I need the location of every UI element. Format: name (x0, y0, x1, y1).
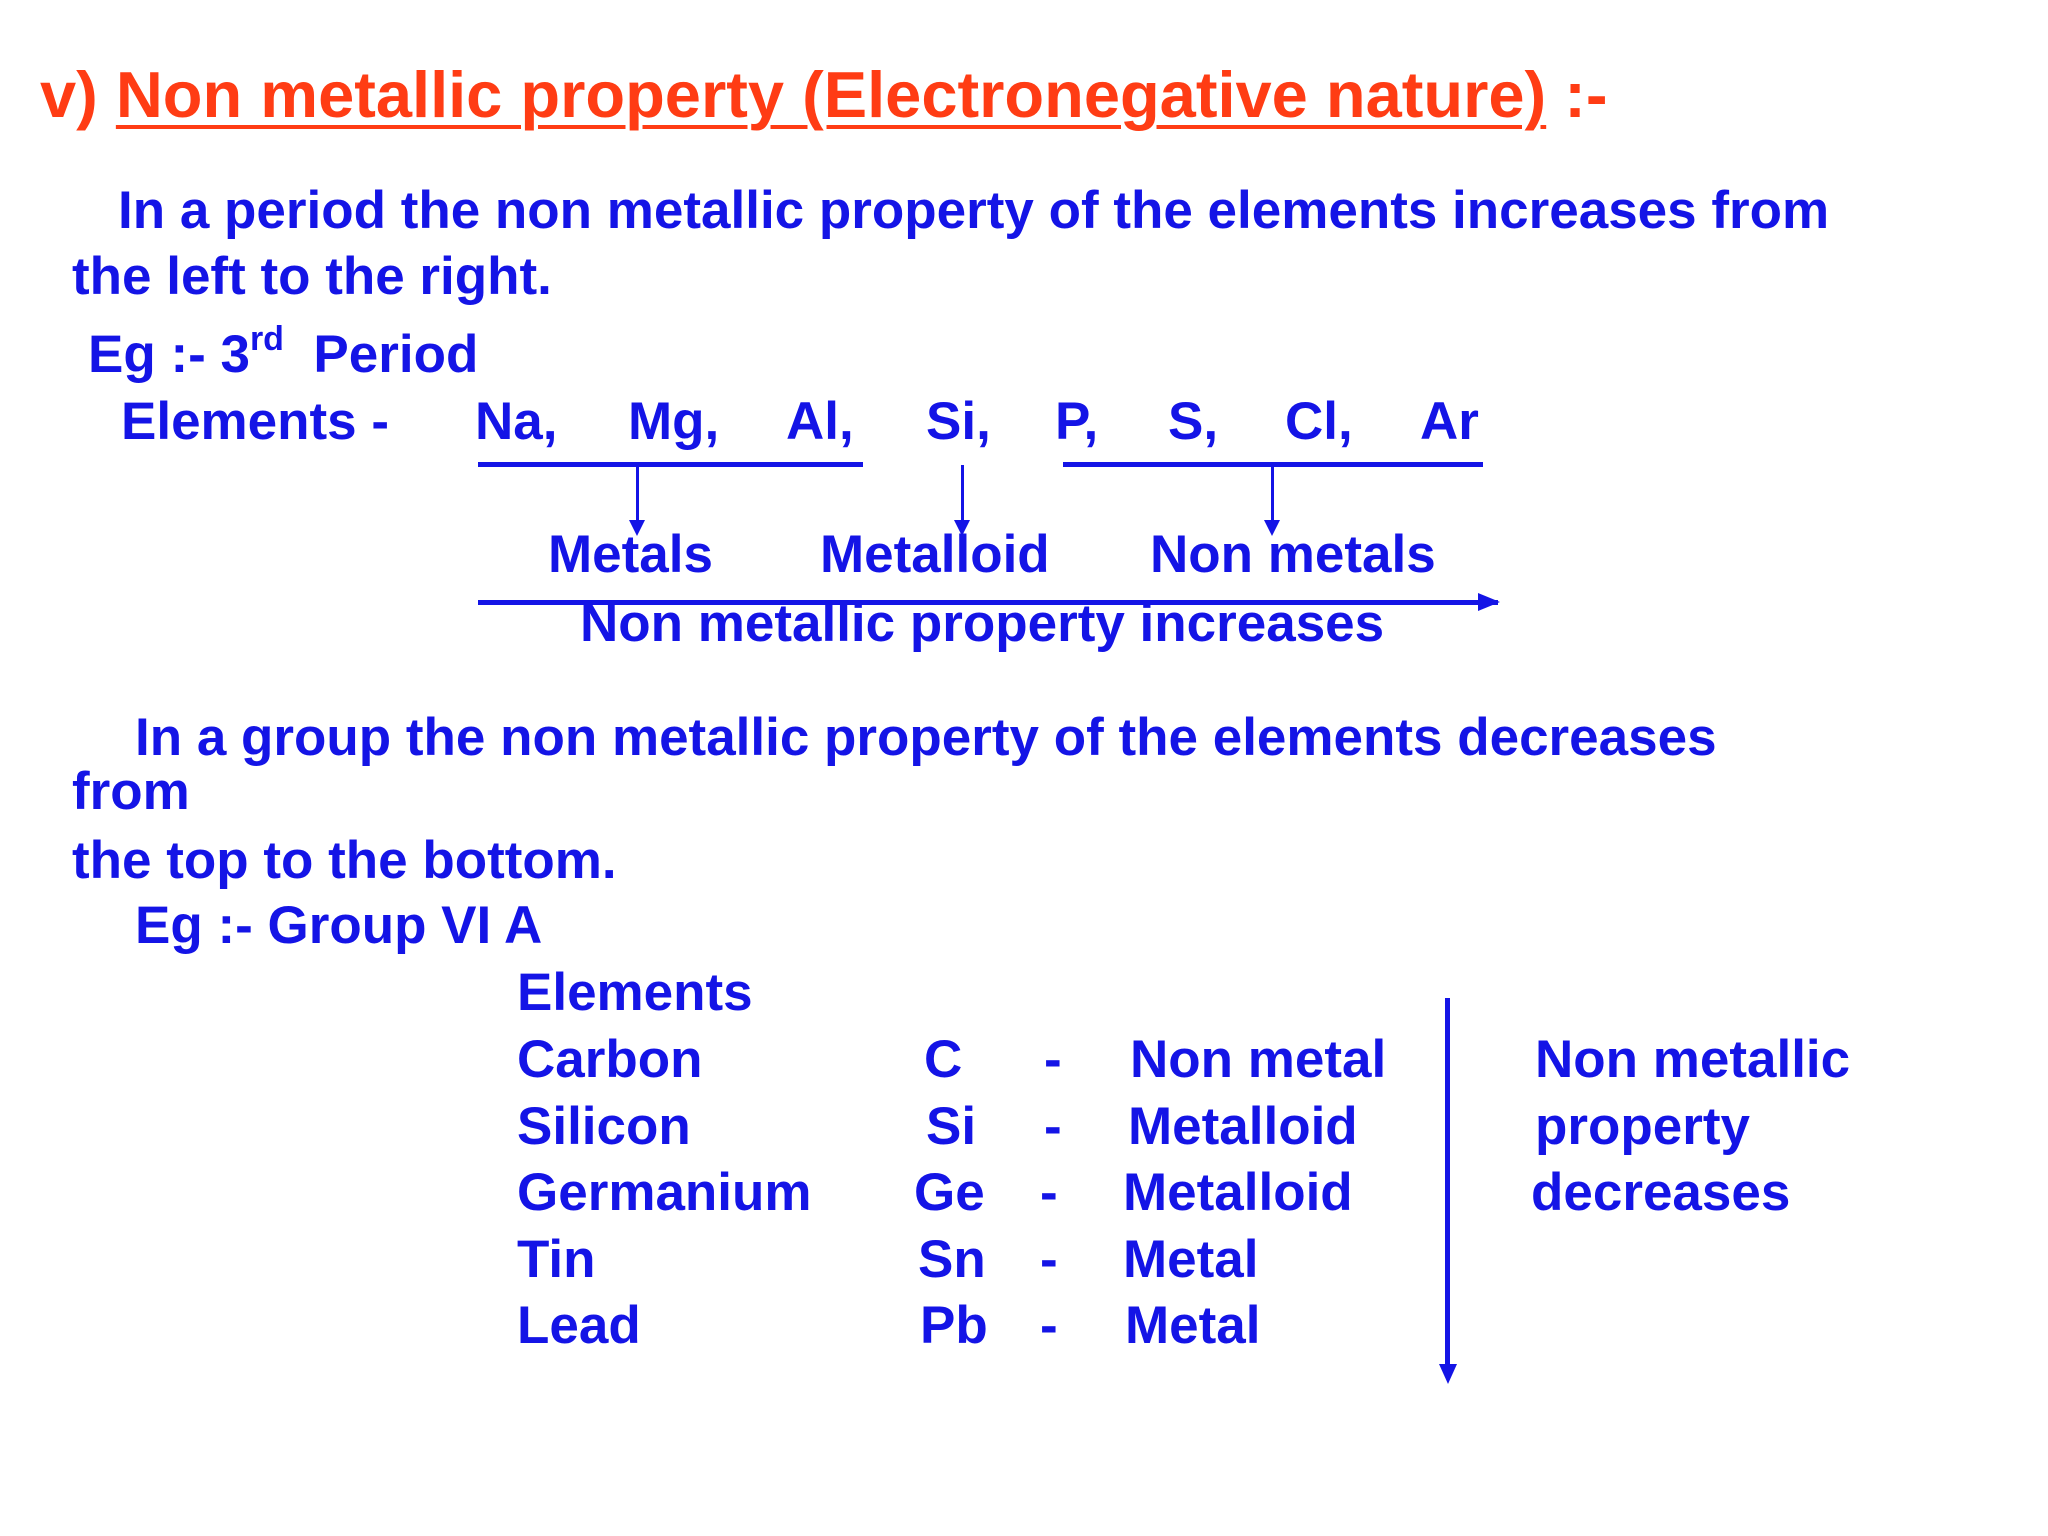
period-trend-label: Non metallic property increases (580, 594, 1385, 653)
period-example-prefix: Eg :- 3 (88, 325, 250, 384)
element-symbol: C (924, 1030, 963, 1089)
element-type: Metal (1123, 1230, 1259, 1289)
element-name: Silicon (517, 1097, 691, 1156)
period-intro-line2: the left to the right. (72, 247, 552, 306)
group-intro-line1: In a group the non metallic property of the elements decreases (135, 708, 1717, 767)
period-example-suffix: Period (313, 325, 479, 384)
group-trend-line2: property (1535, 1097, 1750, 1156)
slide-title (40, 58, 1608, 131)
category-metalloid: Metalloid (820, 525, 1050, 584)
decrease-arrow-shaft (1445, 998, 1450, 1368)
title-main: Non metallic property (Electronegative nature) (115, 58, 1547, 131)
period-element-cl: Cl, (1285, 392, 1353, 451)
category-metals: Metals (548, 525, 713, 584)
element-symbol: Pb (920, 1296, 988, 1355)
decrease-arrow-head (1439, 1364, 1457, 1384)
title-prefix: v) (40, 58, 98, 131)
period-element-na: Na, (475, 392, 558, 451)
element-name: Carbon (517, 1030, 703, 1089)
group-trend-line3: decreases (1531, 1163, 1791, 1222)
metals-bracket-line (478, 462, 863, 467)
element-symbol: Sn (918, 1230, 986, 1289)
element-name: Lead (517, 1296, 641, 1355)
period-intro-line1: In a period the non metallic property of the elements increases from (118, 181, 1830, 240)
element-name: Tin (517, 1230, 596, 1289)
group-example: Eg :- Group VI A (135, 896, 543, 955)
group-elements-header: Elements (517, 963, 753, 1022)
group-intro-line2: from (72, 762, 190, 821)
group-trend-line1: Non metallic (1535, 1030, 1851, 1089)
element-type: Metal (1125, 1296, 1261, 1355)
element-dash: - (1040, 1230, 1058, 1289)
period-element-ar: Ar (1420, 392, 1479, 451)
period-elements-label: Elements - (121, 392, 390, 451)
element-type: Metalloid (1123, 1163, 1353, 1222)
element-type: Metalloid (1128, 1097, 1358, 1156)
element-name: Germanium (517, 1163, 812, 1222)
element-dash: - (1044, 1097, 1062, 1156)
period-element-mg: Mg, (628, 392, 720, 451)
metalloid-arrow-shaft (961, 465, 964, 525)
period-example (88, 320, 479, 384)
period-element-s: S, (1168, 392, 1219, 451)
title-suffix: :- (1564, 58, 1608, 131)
nonmetals-arrow-shaft (1271, 465, 1274, 525)
element-symbol: Ge (914, 1163, 985, 1222)
category-nonmetals: Non metals (1150, 525, 1436, 584)
period-element-si: Si, (926, 392, 991, 451)
group-intro-line3: the top to the bottom. (72, 831, 617, 890)
element-dash: - (1040, 1296, 1058, 1355)
metals-arrow-shaft (636, 465, 639, 525)
increase-arrow-head (1478, 593, 1500, 611)
period-example-sup: rd (249, 320, 284, 358)
period-element-p: P, (1055, 392, 1099, 451)
element-symbol: Si (926, 1097, 977, 1156)
element-dash: - (1044, 1030, 1062, 1089)
element-dash: - (1040, 1163, 1058, 1222)
element-type: Non metal (1130, 1030, 1387, 1089)
period-element-al: Al, (786, 392, 854, 451)
